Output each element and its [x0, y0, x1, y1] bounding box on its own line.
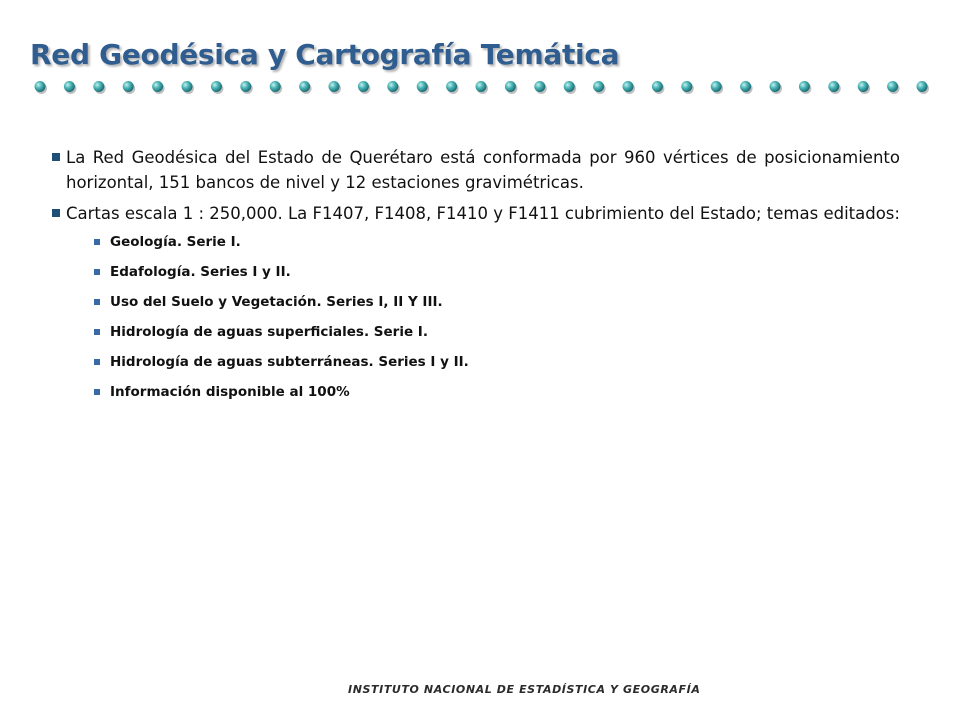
subitem-label: Uso del Suelo y Vegetación. Series I, II Y III.: [110, 294, 443, 310]
square-bullet-icon: [94, 329, 100, 335]
subitem-label: Información disponible al 100%: [110, 384, 350, 400]
decorative-dot: [358, 81, 369, 92]
decorative-dot: [329, 81, 340, 92]
decorative-dot: [240, 81, 251, 92]
decorative-dot: [446, 81, 457, 92]
decorative-dot: [917, 81, 928, 92]
square-bullet-icon: [52, 153, 60, 161]
list-item: [94, 354, 900, 371]
decorative-dot: [623, 81, 634, 92]
decorative-dot: [152, 81, 163, 92]
decorative-dot: [476, 81, 487, 92]
decorative-dot: [740, 81, 751, 92]
decorative-dot: [417, 81, 428, 92]
decorative-dot: [270, 81, 281, 92]
square-bullet-icon: [94, 359, 100, 365]
decorative-dot: [211, 81, 222, 92]
decorative-dot-row: [30, 77, 930, 97]
list-item: [52, 145, 900, 195]
footer-institution: INSTITUTO NACIONAL DE ESTADÍSTICA Y GEOGRAFÍA: [348, 683, 701, 696]
sublist-themes: [94, 234, 900, 401]
decorative-dot: [93, 81, 104, 92]
square-bullet-icon: [94, 299, 100, 305]
decorative-dot: [799, 81, 810, 92]
decorative-dot: [387, 81, 398, 92]
decorative-dot: [564, 81, 575, 92]
subitem-label: Hidrología de aguas superficiales. Serie I.: [110, 324, 428, 340]
decorative-dot: [828, 81, 839, 92]
decorative-dot: [123, 81, 134, 92]
decorative-dot: [534, 81, 545, 92]
decorative-dot: [858, 81, 869, 92]
slide-body: [52, 145, 900, 414]
subitem-label: Hidrología de aguas subterráneas. Series I y II.: [110, 354, 469, 370]
square-bullet-icon: [94, 269, 100, 275]
subitem-label: Edafología. Series I y II.: [110, 264, 291, 280]
list-item: [94, 264, 900, 281]
decorative-dot: [505, 81, 516, 92]
decorative-dot: [711, 81, 722, 92]
list-item: [94, 324, 900, 341]
square-bullet-icon: [94, 389, 100, 395]
decorative-dot: [652, 81, 663, 92]
paragraph-charts: Cartas escala 1 : 250,000. La F1407, F1408, F1410 y F1411 cubrimiento del Estado; temas editados:: [66, 204, 900, 223]
paragraph-geodesic-network: La Red Geodésica del Estado de Querétaro está conformada por 960 vértices de posicionamiento horizontal, 151 bancos de nivel y 12 estaciones gravimétricas.: [66, 148, 900, 192]
square-bullet-icon: [52, 209, 60, 217]
square-bullet-icon: [94, 239, 100, 245]
subitem-label: Geología. Serie I.: [110, 234, 241, 250]
decorative-dot: [182, 81, 193, 92]
decorative-dot: [593, 81, 604, 92]
list-item: [52, 201, 900, 401]
decorative-dot: [299, 81, 310, 92]
list-item: [94, 234, 900, 251]
list-item: [94, 384, 900, 401]
decorative-dot: [770, 81, 781, 92]
slide-title: Red Geodésica y Cartografía Temática: [30, 38, 620, 71]
decorative-dot: [64, 81, 75, 92]
decorative-dot: [681, 81, 692, 92]
decorative-dot: [887, 81, 898, 92]
decorative-dot: [35, 81, 46, 92]
list-item: [94, 294, 900, 311]
